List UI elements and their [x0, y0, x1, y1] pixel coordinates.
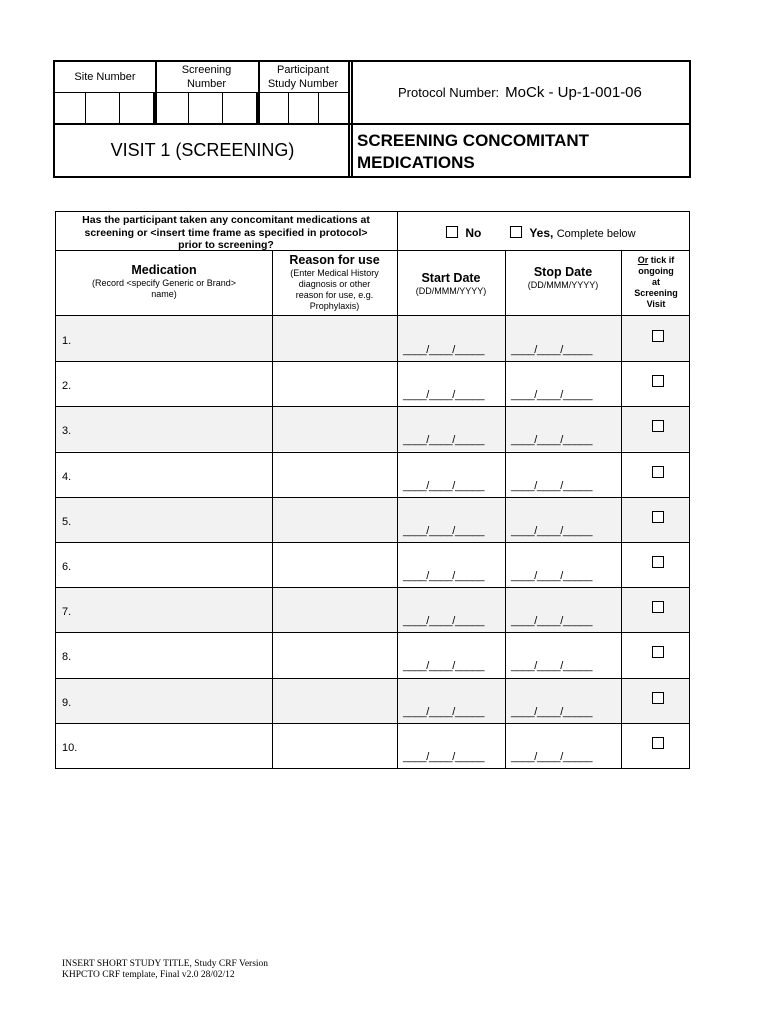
stop-date-field[interactable]: ____/____/_____: [511, 660, 593, 673]
reason-field[interactable]: [276, 591, 393, 627]
ongoing-checkbox[interactable]: [652, 466, 664, 478]
start-date-field[interactable]: ____/____/_____: [403, 660, 485, 673]
stop-date-field[interactable]: ____/____/_____: [511, 524, 593, 537]
screening-number-box[interactable]: [189, 93, 223, 124]
ongoing-checkbox[interactable]: [652, 330, 664, 342]
site-number-box[interactable]: [86, 93, 120, 124]
reason-field[interactable]: [276, 682, 393, 718]
stop-date-field[interactable]: ____/____/_____: [511, 705, 593, 718]
reason-field[interactable]: [276, 501, 393, 537]
medication-field[interactable]: [86, 456, 266, 492]
row-number: 6.: [62, 561, 72, 573]
row-number: 9.: [62, 696, 72, 709]
medications-table: [55, 211, 690, 769]
participant-number-box[interactable]: [319, 93, 350, 124]
table-row: [56, 316, 689, 361]
ongoing-checkbox[interactable]: [652, 692, 664, 704]
medication-header: Medication (Record <specify Generic or Brand> name): [91, 263, 237, 299]
stop-date-field[interactable]: ____/____/_____: [511, 344, 593, 356]
reason-field[interactable]: [276, 365, 393, 401]
stop-date-field[interactable]: ____/____/_____: [511, 570, 593, 582]
table-row: [56, 497, 689, 542]
ongoing-checkbox[interactable]: [652, 601, 664, 613]
site-number-label: Site Number: [74, 71, 136, 83]
table-row: [56, 361, 689, 406]
ongoing-checkbox[interactable]: [652, 556, 664, 568]
medication-field[interactable]: [86, 410, 266, 446]
site-number-box[interactable]: [55, 93, 86, 124]
ongoing-checkbox[interactable]: [652, 375, 664, 387]
medication-field[interactable]: [86, 727, 266, 763]
start-date-header: Start Date (DD/MMM/YYYY): [415, 271, 487, 296]
form-title: SCREENING CONCOMITANT MEDICATIONS: [357, 131, 590, 172]
table-row: [56, 678, 689, 723]
table-row: [56, 452, 689, 497]
participant-number-box[interactable]: [289, 93, 319, 124]
start-date-field[interactable]: ____/____/_____: [403, 389, 485, 402]
start-date-field[interactable]: ____/____/_____: [403, 524, 485, 537]
medication-field[interactable]: [86, 546, 266, 582]
row-number: 1.: [62, 335, 72, 347]
reason-field[interactable]: [276, 456, 393, 492]
row-number: 7.: [62, 606, 72, 619]
visit-label: VISIT 1 (SCREENING): [110, 139, 295, 160]
table-row: [56, 723, 689, 768]
row-number: 4.: [62, 470, 72, 483]
medication-field[interactable]: [86, 365, 266, 401]
stop-date-field[interactable]: ____/____/_____: [511, 479, 593, 492]
reason-header: Reason for use (Enter Medical History diagnosis or other reason for use, e.g. Prophylaxis): [289, 253, 380, 311]
table-row: [56, 542, 689, 587]
screening-number-label: Screening Number: [181, 64, 232, 90]
concomitant-question: Has the participant taken any concomitant medications at screening or <insert time frame as specified in protocol> prior to screening?: [82, 214, 370, 251]
row-number: 3.: [62, 425, 72, 438]
screening-number-box[interactable]: [223, 93, 258, 124]
start-date-field[interactable]: ____/____/_____: [403, 570, 485, 582]
stop-date-header: Stop Date (DD/MMM/YYYY): [527, 265, 599, 290]
medication-field[interactable]: [86, 320, 266, 356]
stop-date-field[interactable]: ____/____/_____: [511, 389, 593, 402]
header-block: [53, 60, 691, 178]
row-number: 8.: [62, 651, 72, 664]
site-number-box[interactable]: [120, 93, 155, 124]
start-date-field[interactable]: ____/____/_____: [403, 434, 485, 447]
footer: INSERT SHORT STUDY TITLE, Study CRF Version KHPCTO CRF template, Final v2.0 28/02/12: [62, 959, 269, 980]
screening-number-box[interactable]: [156, 93, 189, 124]
start-date-field[interactable]: ____/____/_____: [403, 705, 485, 718]
no-checkbox[interactable]: [446, 226, 458, 238]
option-no[interactable]: No: [446, 226, 481, 240]
protocol-number: Protocol Number: MoCk - Up-1-001-06: [398, 84, 642, 101]
ongoing-checkbox[interactable]: [652, 511, 664, 523]
ongoing-checkbox[interactable]: [652, 420, 664, 432]
table-row: [56, 632, 689, 677]
participant-number-label: Participant Study Number: [267, 64, 339, 90]
ongoing-header: Or tick if ongoing at Screening Visit: [634, 255, 678, 309]
table-row: [56, 406, 689, 451]
table-row: [56, 587, 689, 632]
medication-field[interactable]: [86, 682, 266, 718]
medication-field[interactable]: [86, 591, 266, 627]
start-date-field[interactable]: ____/____/_____: [403, 479, 485, 492]
row-number: 2.: [62, 380, 72, 393]
yes-checkbox[interactable]: [510, 226, 522, 238]
option-yes[interactable]: Yes, Complete below: [510, 226, 636, 240]
stop-date-field[interactable]: ____/____/_____: [511, 750, 593, 763]
stop-date-field[interactable]: ____/____/_____: [511, 615, 593, 628]
reason-field[interactable]: [276, 410, 393, 446]
ongoing-checkbox[interactable]: [652, 737, 664, 749]
reason-field[interactable]: [276, 546, 393, 582]
participant-number-box[interactable]: [259, 93, 289, 124]
reason-field[interactable]: [276, 727, 393, 763]
reason-field[interactable]: [276, 636, 393, 672]
start-date-field[interactable]: ____/____/_____: [403, 615, 485, 628]
reason-field[interactable]: [276, 320, 393, 356]
row-number: 5.: [62, 515, 72, 528]
medication-field[interactable]: [86, 636, 266, 672]
row-number: 10.: [62, 741, 78, 754]
start-date-field[interactable]: ____/____/_____: [403, 750, 485, 763]
ongoing-checkbox[interactable]: [652, 646, 664, 658]
stop-date-field[interactable]: ____/____/_____: [511, 434, 593, 447]
medication-field[interactable]: [86, 501, 266, 537]
start-date-field[interactable]: ____/____/_____: [403, 344, 485, 356]
